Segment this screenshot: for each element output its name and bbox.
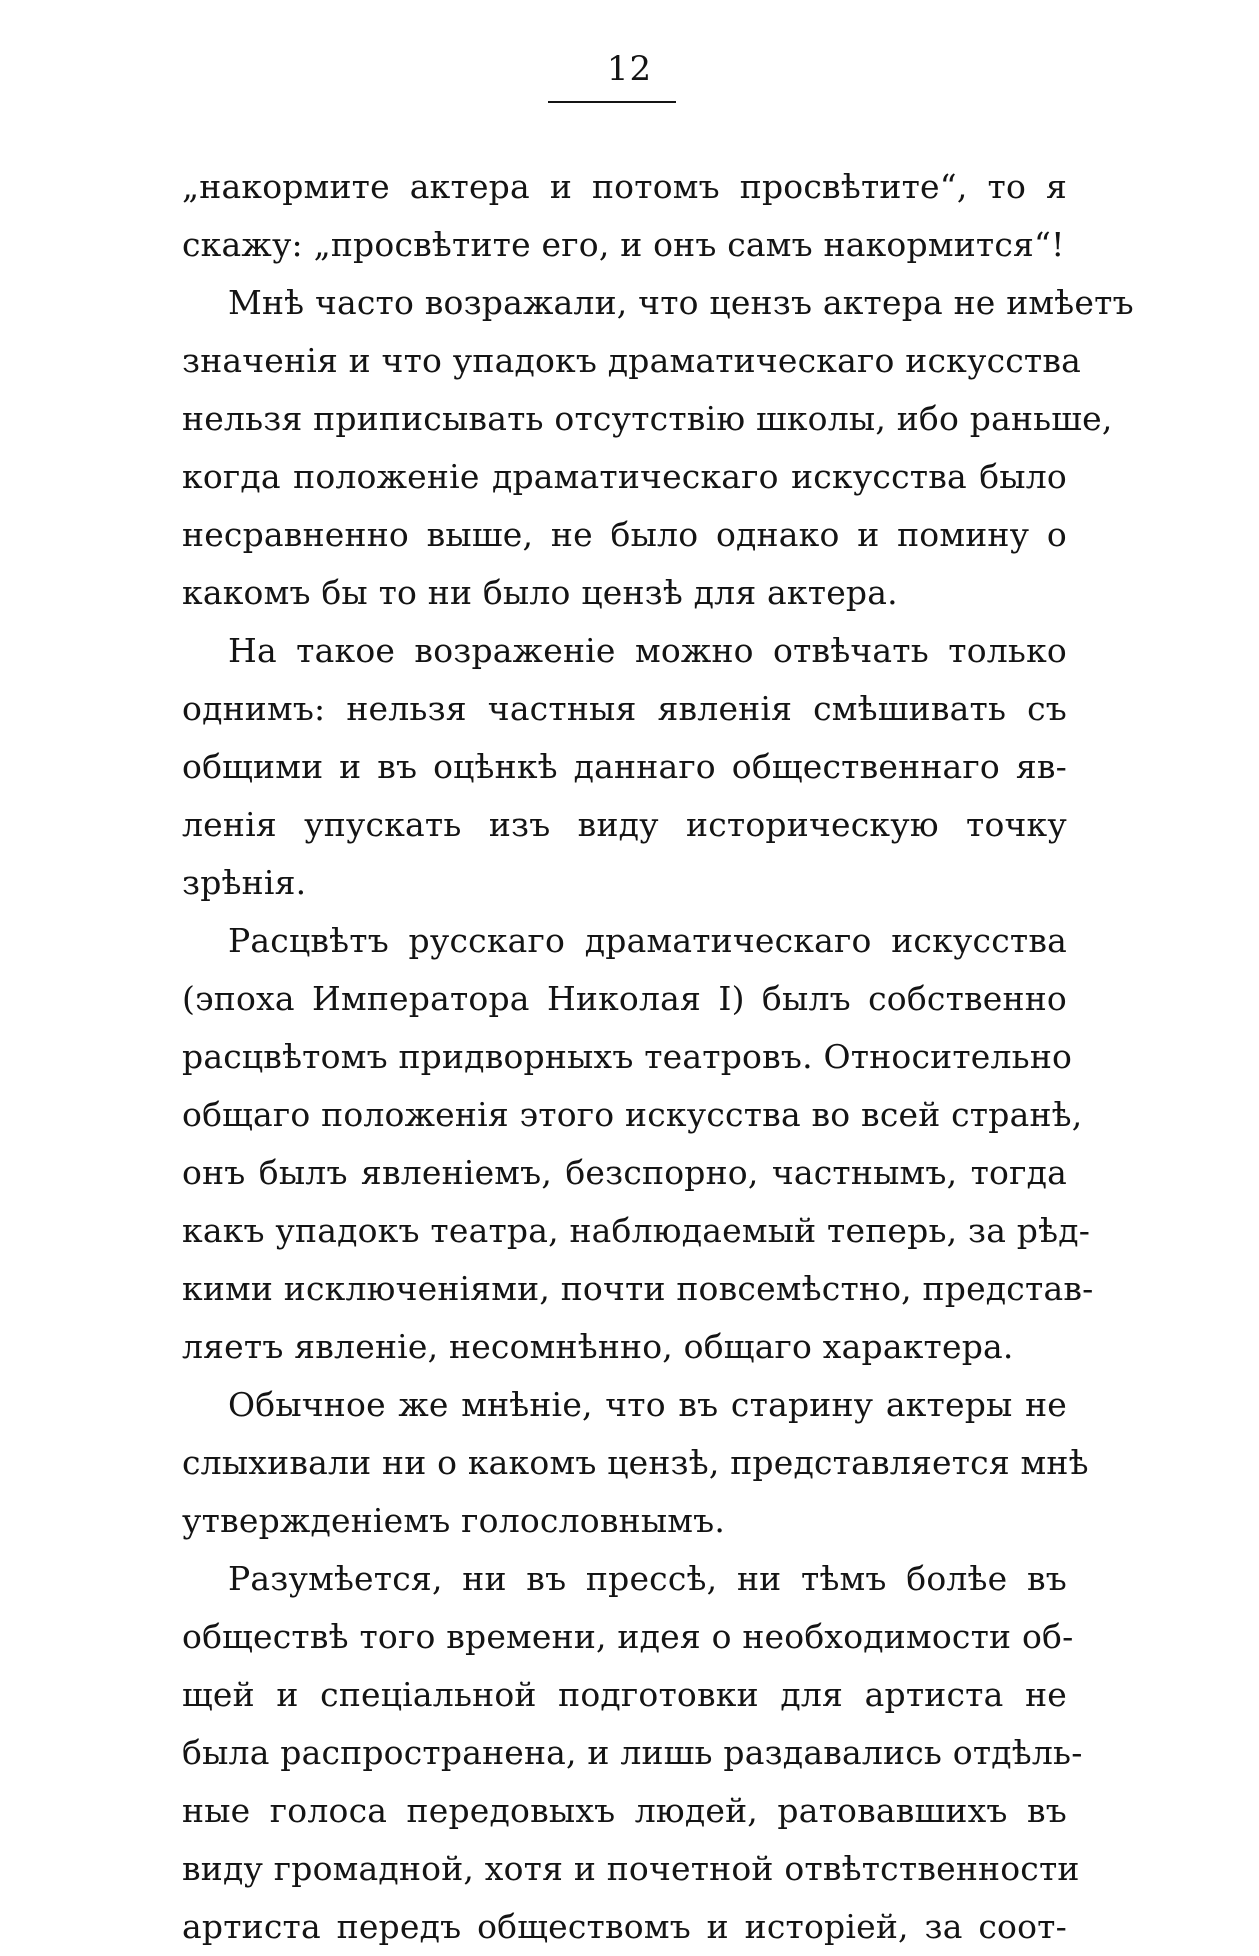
text-line: „накормите актера и потомъ просвѣтите“, то я <box>182 167 1067 206</box>
text-line: была распространена, и лишь раздавались отдѣль- <box>182 1733 1083 1772</box>
paragraph-first-line: Обычное же мнѣніе, что въ старину актеры не <box>228 1385 1067 1424</box>
text-line: нельзя приписывать отсутствію школы, ибо раньше, <box>182 399 1113 438</box>
text-line: ные голоса передовыхъ людей, ратовавшихъ въ <box>182 1791 1067 1830</box>
body-text <box>182 158 1134 1956</box>
text-line: несравненно выше, не было однако и помину о <box>182 515 1067 554</box>
text-line: (эпоха Императора Николая I) былъ собственно <box>182 979 1067 1018</box>
text-line: слыхивали ни о какомъ цензѣ, представляется мнѣ <box>182 1443 1089 1482</box>
text-line: расцвѣтомъ придворныхъ театровъ. Относительно <box>182 1037 1073 1076</box>
text-line: однимъ: нельзя частныя явленія смѣшивать съ <box>182 689 1067 728</box>
text-line: общаго положенія этого искусства во всей странѣ, <box>182 1095 1083 1134</box>
page-number-rule <box>548 101 676 103</box>
paragraph-first-line: Расцвѣтъ русскаго драматическаго искусства <box>228 921 1067 960</box>
paragraph-first-line: Мнѣ часто возражали, что цензъ актера не имѣетъ <box>228 283 1134 322</box>
text-line: щей и спеціальной подготовки для артиста не <box>182 1675 1067 1714</box>
text-line: ляетъ явленіе, несомнѣнно, общаго характера. <box>182 1327 1014 1366</box>
text-line: ленія упускать изъ виду историческую точку <box>182 805 1067 844</box>
text-line: кими исключеніями, почти повсемѣстно, представ- <box>182 1269 1094 1308</box>
text-line: значенія и что упадокъ драматическаго искусства <box>182 341 1082 380</box>
text-line: какъ упадокъ театра, наблюдаемый теперь, за рѣд- <box>182 1211 1091 1250</box>
text-line: зрѣнія. <box>182 863 307 902</box>
paragraph-first-line: Разумѣется, ни въ прессѣ, ни тѣмъ болѣе въ <box>228 1559 1067 1598</box>
text-line: общими и въ оцѣнкѣ даннаго общественнаго яв- <box>182 747 1067 786</box>
text-line: виду громадной, хотя и почетной отвѣтственности <box>182 1849 1080 1888</box>
page-number: 12 <box>606 49 653 89</box>
text-line: обществѣ того времени, идея о необходимости об- <box>182 1617 1074 1656</box>
text-line: онъ былъ явленіемъ, безспорно, частнымъ, тогда <box>182 1153 1067 1192</box>
text-line: когда положеніе драматическаго искусства было <box>182 457 1067 496</box>
text-line: артиста передъ обществомъ и исторіей, за соот- <box>182 1907 1067 1946</box>
text-line: утвержденіемъ голословнымъ. <box>182 1501 726 1540</box>
paragraph-first-line: На такое возраженіе можно отвѣчать только <box>228 631 1067 670</box>
text-line: какомъ бы то ни было цензѣ для актера. <box>182 573 898 612</box>
text-line: скажу: „просвѣтите его, и онъ самъ накормится“! <box>182 225 1065 264</box>
